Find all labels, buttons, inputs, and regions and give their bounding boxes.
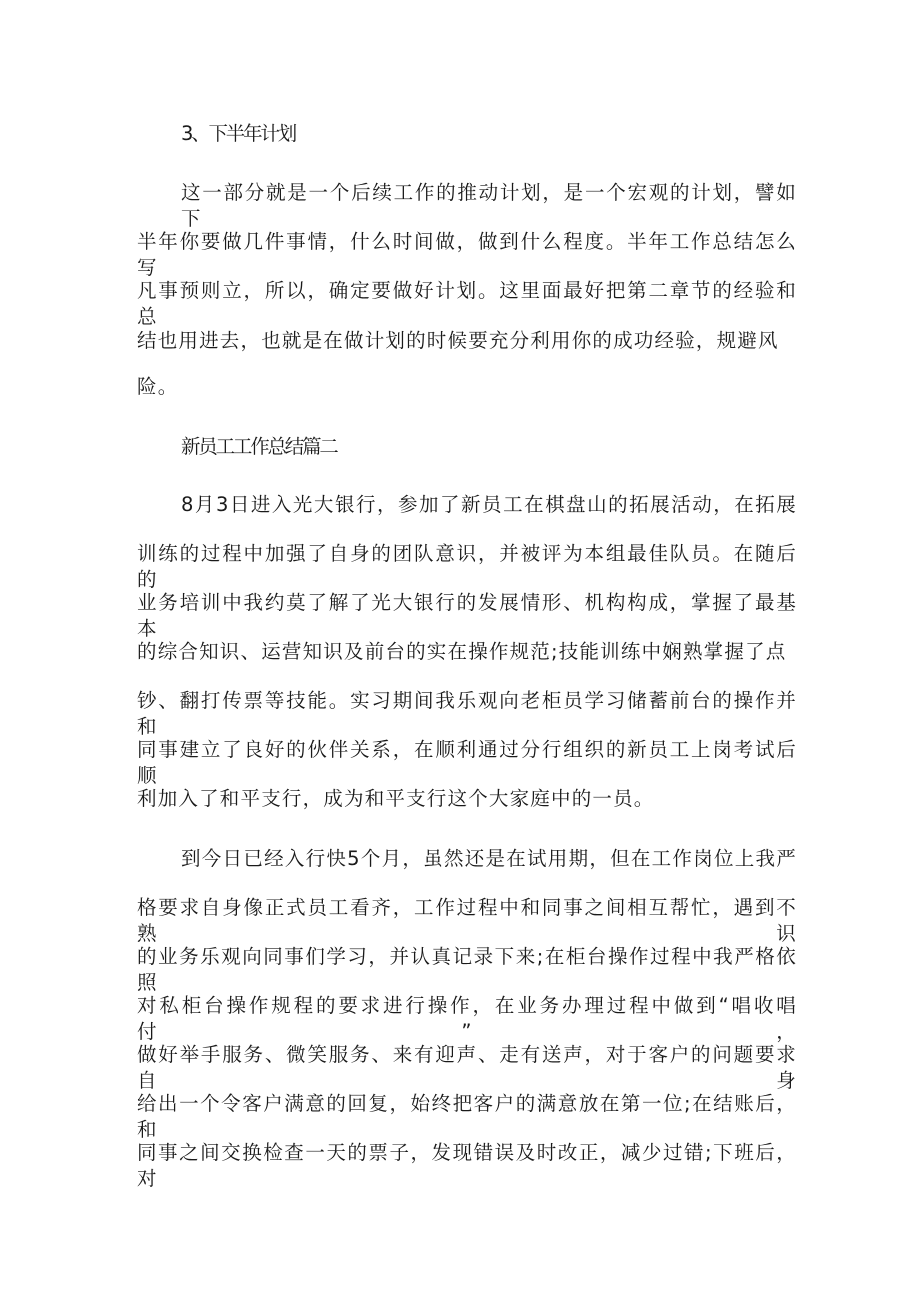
paragraph-line: 利加入了和平支行，成为和平支行这个大家庭中的一员。	[137, 787, 655, 810]
section-heading-new-employee: 新员工工作总结篇二	[181, 435, 337, 458]
paragraph-line: 8月3日进入光大银行，参加了新员工在棋盘山的拓展活动，在拓展	[181, 493, 797, 516]
paragraph-line: 的综合知识、运营知识及前台的实在操作规范;技能训练中娴熟掌握了点	[137, 640, 787, 663]
paragraph-line: 险。	[137, 375, 179, 398]
paragraph-line: 钞、翻打传票等技能。实习期间我乐观向老柜员学习储蓄前台的操作并和	[137, 689, 797, 738]
paragraph-line: 半年你要做几件事情，什么时间做，做到什么程度。半年工作总结怎么写	[137, 230, 797, 279]
paragraph-line: 对私柜台操作规程的要求进行操作，在业务办理过程中做到“唱收唱付”，	[137, 994, 797, 1043]
paragraph-line: 同事建立了良好的伙伴关系，在顺利通过分行组织的新员工上岗考试后顺	[137, 738, 797, 787]
paragraph-line: 做好举手服务、微笑服务、来有迎声、走有送声，对于客户的问题要求自身	[137, 1043, 797, 1092]
paragraph-line: 这一部分就是一个后续工作的推动计划，是一个宏观的计划，譬如下	[181, 181, 797, 230]
paragraph-line: 凡事预则立，所以，确定要做好计划。这里面最好把第二章节的经验和总	[137, 279, 797, 328]
paragraph-line: 结也用进去，也就是在做计划的时候要充分利用你的成功经验，规避风	[137, 329, 779, 352]
section-heading-plan: 3、下半年计划	[181, 122, 296, 145]
paragraph-line: 的业务乐观向同事们学习，并认真记录下来;在柜台操作过程中我严格依照	[137, 945, 797, 994]
paragraph-line: 同事之间交换检查一天的票子，发现错误及时改正，减少过错;下班后，对	[137, 1141, 797, 1190]
paragraph-line: 格要求自身像正式员工看齐，工作过程中和同事之间相互帮忙，遇到不熟识	[137, 896, 797, 945]
paragraph-line: 业务培训中我约莫了解了光大银行的发展情形、机构构成，掌握了最基本	[137, 591, 797, 640]
paragraph-line: 训练的过程中加强了自身的团队意识，并被评为本组最佳队员。在随后的	[137, 542, 797, 591]
paragraph-line: 给出一个令客户满意的回复，始终把客户的满意放在第一位;在结账后，和	[137, 1092, 797, 1141]
paragraph-line: 到今日已经入行快5个月，虽然还是在试用期，但在工作岗位上我严	[181, 847, 797, 870]
